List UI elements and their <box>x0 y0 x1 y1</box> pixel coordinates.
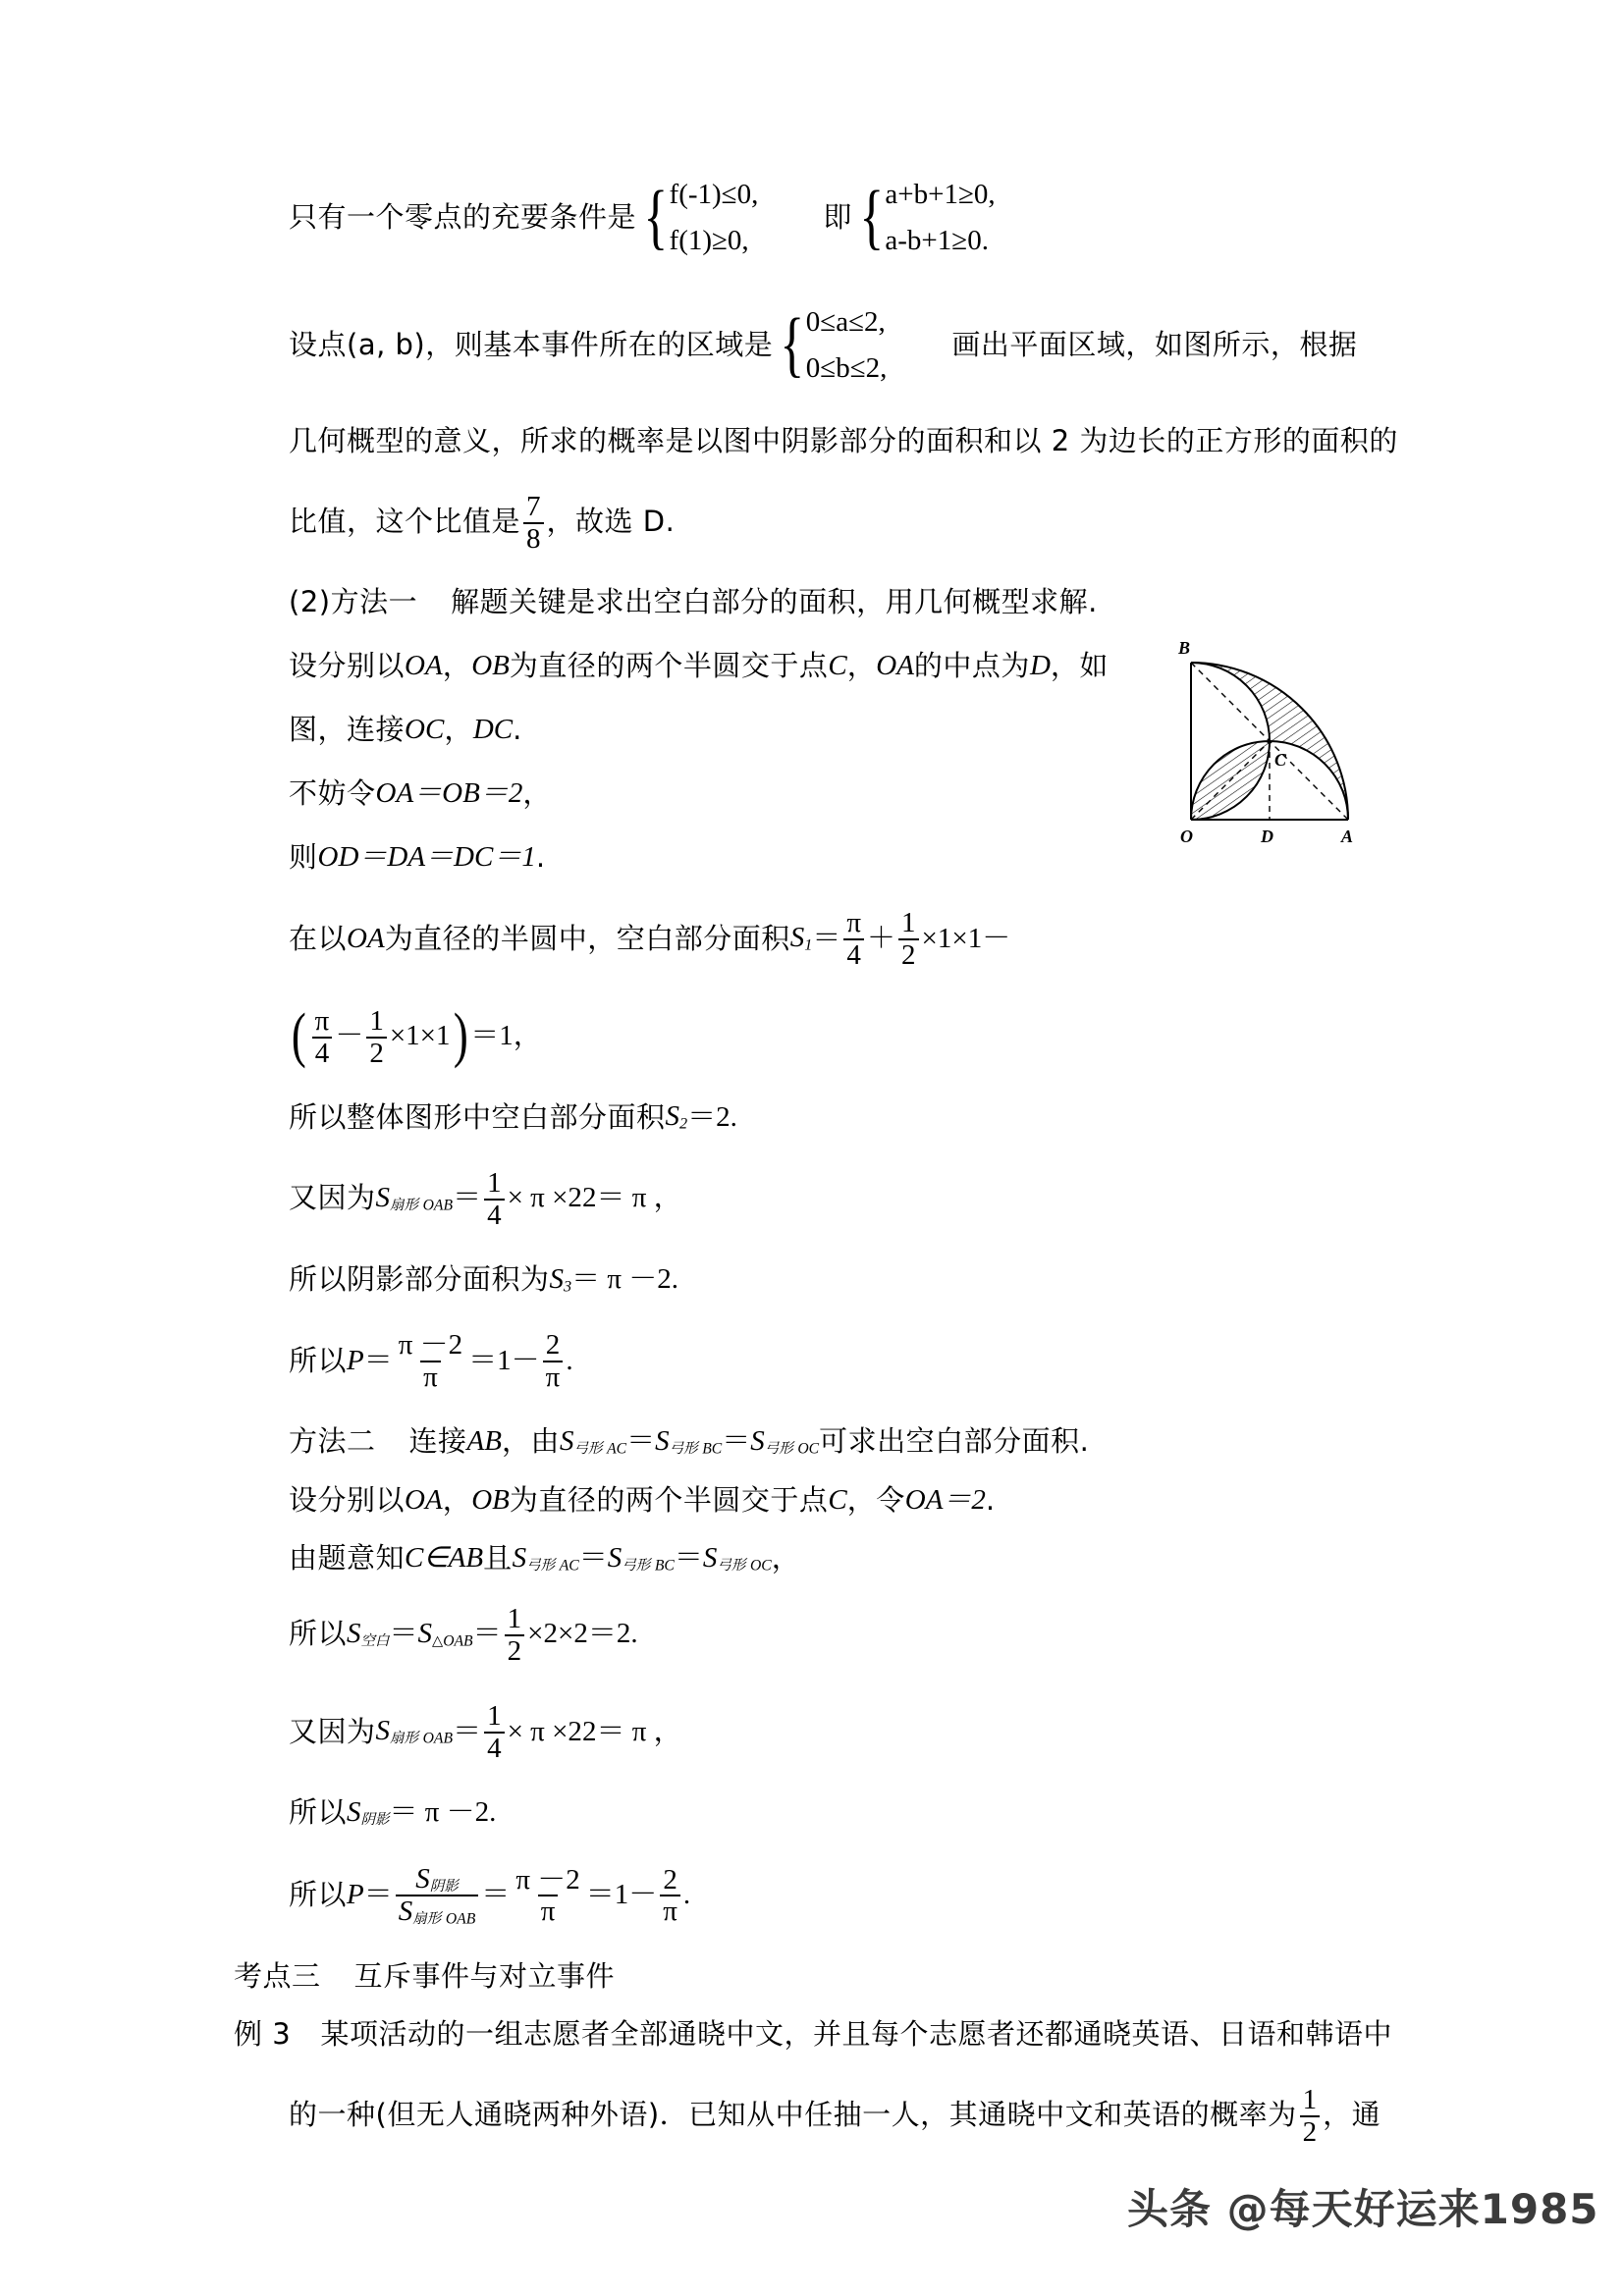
example3-line2-post: ，通 <box>1323 2098 1381 2132</box>
section-heading-kaodian3 <box>234 1959 1392 1994</box>
label-ob-2: OB <box>471 1483 510 1516</box>
label-ob: OB <box>471 650 510 682</box>
text-line-sector-area <box>234 1167 1392 1229</box>
fraction-numerator: 2 <box>545 1329 561 1362</box>
label-oc: OC <box>405 714 445 746</box>
sector-subscript-oab: OAB <box>445 1910 476 1928</box>
text-line-probability-method2 <box>234 1863 1392 1928</box>
line6-mid2: 为直径的两个半圆交于点 <box>509 649 829 683</box>
label-oa: OA <box>405 650 443 682</box>
line1-connector: 即 <box>823 200 852 235</box>
text-line-s1-equation <box>234 907 1392 972</box>
left-brace-icon: { <box>643 177 669 258</box>
text-line-probability-method1 <box>234 1329 1392 1394</box>
sector-subscript-oab: OAB <box>422 1197 454 1214</box>
line4-post: ，故选 D. <box>546 505 676 539</box>
fraction-numerator: π <box>314 1004 330 1037</box>
line10-pre: 在以 <box>289 921 348 955</box>
line7-mid: ， <box>444 713 473 747</box>
text-line-condition <box>234 172 1392 264</box>
sector-subscript-cn: 扇形 <box>390 1197 423 1213</box>
text-line-sector-area-2 <box>234 1700 1392 1765</box>
fraction-one-fourth <box>484 1701 505 1763</box>
text-line-blank-area <box>234 1603 1392 1665</box>
line15-eq1: ＝ <box>363 1344 393 1376</box>
method2-tail: 可求出空白部分面积. <box>819 1424 1090 1459</box>
method2-label: 方法二 <box>289 1424 376 1459</box>
example3-line2 <box>234 2084 1392 2146</box>
figure-label-b: B <box>1178 638 1191 658</box>
line10-eq: ＝ <box>812 922 841 954</box>
line19-eq2: ＝ <box>472 1618 502 1650</box>
line15-eq2: ＝1－ <box>468 1344 540 1376</box>
segment-subscript-cn: 弓形 <box>526 1558 560 1575</box>
text-line-s1-continued <box>234 1001 1392 1069</box>
line17-tail: . <box>985 1482 996 1517</box>
equation-oa-2: OA＝2 <box>904 1483 986 1516</box>
symbol-s1: $S_1$ <box>789 922 813 954</box>
method2-eq2: ＝ <box>722 1425 751 1458</box>
line13-pre: 又因为 <box>289 1181 376 1215</box>
symbol-s3: $S_3$ <box>549 1262 572 1296</box>
segment-subscript-ac: AC <box>607 1440 627 1458</box>
segment-subscript-cn: 弓形 <box>622 1558 655 1575</box>
line11-mid: ×1×1 <box>389 1020 451 1052</box>
fraction-one-half <box>898 908 919 970</box>
fraction-denominator: S扇形 OAB <box>396 1895 479 1928</box>
line18-eq1: ＝ <box>578 1542 608 1575</box>
line18-tail: ， <box>771 1541 801 1575</box>
equation-od-da-dc: OD＝DA＝DC＝1 <box>317 841 536 874</box>
system-f-conditions <box>638 172 758 264</box>
segment-subscript-cn: 弓形 <box>764 1441 798 1457</box>
fraction-denominator: 2 <box>505 1634 525 1667</box>
geometry-figure <box>1157 628 1402 854</box>
line13-mid: × π ×2 <box>507 1182 582 1214</box>
sector-subscript-oab: OAB <box>422 1730 454 1747</box>
text-line-method-two <box>234 1424 1392 1459</box>
text-line-segments-equal <box>234 1541 1392 1575</box>
fraction-numerator: 7 <box>526 490 541 522</box>
symbol-s-segment-oc: S弓形 OC <box>750 1424 820 1458</box>
fraction-one-half-prob <box>1300 2085 1321 2147</box>
text-line-region <box>234 299 1392 392</box>
region-row2: 0≤b≤2, <box>805 351 888 384</box>
fraction-numerator: 1 <box>507 1603 522 1634</box>
fraction-denominator: π <box>420 1361 441 1393</box>
line17-mid3: ，令 <box>846 1482 905 1517</box>
line14-pre: 所以阴影部分面积为 <box>289 1261 550 1296</box>
segment-subscript-bc: BC <box>702 1440 723 1458</box>
line6-mid3: ， <box>846 649 877 683</box>
line18-eq2: ＝ <box>674 1542 703 1575</box>
symbol-s-segment-bc-2: S弓形 BC <box>607 1541 675 1575</box>
symbol-p-2: P <box>347 1878 364 1910</box>
text-line-ratio <box>234 491 1392 553</box>
line9-tail: . <box>535 840 546 875</box>
fraction-denominator: 4 <box>843 938 864 971</box>
line6-mid1: ， <box>442 649 472 683</box>
symbol-s-sector: S扇形 OAB <box>375 1181 454 1214</box>
line6-tail: ，如 <box>1050 649 1109 683</box>
segment-subscript-oc: OC <box>797 1440 820 1458</box>
line17-mid2: 为直径的两个半圆交于点 <box>509 1482 829 1517</box>
left-brace-icon: { <box>780 304 805 386</box>
fraction-denominator: 2 <box>898 938 919 971</box>
line20-exponent: 2 <box>581 1715 597 1747</box>
segment-subscript-cn: 弓形 <box>573 1441 608 1457</box>
fraction-denominator: π <box>538 1895 559 1927</box>
fraction-numerator: π <box>846 907 861 939</box>
text-line-geometric-meaning <box>234 423 1398 457</box>
line8-pre: 不妨令 <box>289 776 376 811</box>
line22-eq1: ＝ <box>363 1878 393 1910</box>
line18-mid: 且 <box>483 1541 513 1575</box>
symbol-s-segment-ac: S弓形 AC <box>559 1424 627 1458</box>
kaodian3-label: 考点三 <box>234 1959 321 1994</box>
line7-tail: . <box>513 713 522 747</box>
example3-line2-pre: 的一种(但无人通晓两种外语)．已知从中任抽一人，其通晓中文和英语的概率为 <box>289 2098 1297 2132</box>
symbol-s-shaded: S阴影 <box>347 1795 390 1829</box>
symbol-s2: $S_2$ <box>665 1100 688 1133</box>
fraction-pi-over-4 <box>312 1006 333 1068</box>
symbol-s-blank: S空白 <box>347 1617 390 1650</box>
fraction-2-over-pi <box>543 1330 564 1392</box>
label-ab: AB <box>466 1425 502 1458</box>
fraction-pi-over-4 <box>843 908 864 970</box>
fraction-numerator: 1 <box>1302 2084 1318 2116</box>
segment-subscript-cn: 弓形 <box>669 1441 703 1457</box>
text-line-method-one <box>234 585 1392 619</box>
fraction-denominator: 4 <box>312 1037 333 1069</box>
text-line-s2-equation <box>234 1099 1392 1134</box>
example3-text: 某项活动的一组志愿者全部通晓中文，并且每个志愿者还都通晓英语、日语和韩语中 <box>320 2017 1392 2052</box>
label-oa-3: OA <box>347 922 385 954</box>
fraction-one-half <box>505 1604 525 1666</box>
label-oa-4: OA <box>405 1483 443 1516</box>
geometry-figure-svg <box>1157 628 1402 854</box>
segment-subscript-cn: 弓形 <box>717 1558 750 1575</box>
line6-mid4: 的中点为 <box>913 649 1030 683</box>
fraction-denominator: 4 <box>484 1732 505 1764</box>
line20-eq: ＝ <box>453 1715 482 1747</box>
fraction-numerator: 2 <box>663 1863 677 1896</box>
line13-exponent: 2 <box>581 1182 597 1214</box>
line4-pre: 比值，这个比值是 <box>289 505 521 539</box>
system1-row2: f(1)≥0, <box>669 224 749 256</box>
line21-tail: ＝ π －2. <box>389 1796 497 1829</box>
method2-pre: 连接 <box>408 1424 467 1459</box>
figure-label-c: C <box>1274 750 1287 770</box>
text-line-setup-method2 <box>234 1482 1392 1517</box>
system-region <box>775 299 887 392</box>
label-oa-2: OA <box>876 650 914 682</box>
system-ab-conditions <box>854 172 996 264</box>
fraction-denominator: 2 <box>366 1037 387 1069</box>
fraction-one-half <box>366 1006 387 1068</box>
fraction-pi-minus-2-over-pi <box>396 1330 465 1392</box>
segment-subscript-ac: AC <box>559 1557 579 1575</box>
line14-tail: ＝ π －2. <box>571 1262 679 1295</box>
line17-mid1: ， <box>442 1482 472 1517</box>
fraction-denominator: 8 <box>523 522 544 555</box>
figure-label-o: O <box>1180 827 1193 846</box>
region-row1: 0≤a≤2, <box>805 305 886 338</box>
line10-plus: ＋ <box>867 922 896 954</box>
method2-mid1: ，由 <box>501 1424 560 1459</box>
line11-minus: － <box>335 1020 364 1052</box>
right-paren: ) <box>453 1001 468 1069</box>
fraction-numerator: S阴影 <box>415 1862 459 1895</box>
s2-subscript: 2 <box>679 1114 688 1133</box>
fraction-numerator: 1 <box>487 1167 502 1200</box>
symbol-s-segment-bc: S弓形 BC <box>655 1424 723 1458</box>
relation-c-in-ab: C∈AB <box>405 1542 484 1575</box>
line18-pre: 由题意知 <box>289 1541 406 1575</box>
line1-lead: 只有一个零点的充要条件是 <box>289 200 637 235</box>
fraction-numerator: π －2 <box>398 1329 463 1362</box>
line19-pre: 所以 <box>289 1617 348 1651</box>
line8-tail: ， <box>522 776 552 811</box>
text-line-shaded-area-2 <box>234 1795 1392 1830</box>
line12-tail: ＝2. <box>687 1100 737 1133</box>
line15-tail: . <box>566 1344 573 1376</box>
method2-eq1: ＝ <box>626 1425 656 1458</box>
fraction-2-over-pi <box>660 1865 680 1927</box>
triangle-subscript-symbol: △ <box>432 1632 444 1649</box>
line21-pre: 所以 <box>289 1795 348 1830</box>
equation-oa-ob: OA＝OB＝2 <box>375 777 523 810</box>
line20-tail: ＝ π ， <box>596 1715 682 1747</box>
fraction-pi-minus-2-over-pi <box>513 1865 582 1927</box>
sector-subscript-cn: 扇形 <box>390 1731 423 1747</box>
fraction-denominator: 2 <box>1300 2115 1321 2148</box>
s1-subscript: 1 <box>804 935 813 954</box>
line3-text: 几何概型的意义，所求的概率是以图中阴影部分的面积和以 2 为边长的正方形的面积的 <box>289 423 1398 457</box>
line22-tail: . <box>682 1878 691 1910</box>
fraction-seven-eighths <box>523 492 544 554</box>
blank-subscript: 空白 <box>360 1633 390 1650</box>
line22-eq3: ＝1－ <box>585 1878 658 1910</box>
symbol-s-triangle: S△OAB <box>417 1617 473 1650</box>
kaodian3-title: 互斥事件与对立事件 <box>353 1959 616 1994</box>
symbol-s-segment-oc-2: S弓形 OC <box>702 1541 772 1575</box>
line13-tail: ＝ π ， <box>596 1182 682 1214</box>
line22-eq2: ＝ <box>481 1878 511 1910</box>
line11-tail: ＝1， <box>470 1020 542 1052</box>
system2-row1: a+b+1≥0, <box>885 179 996 210</box>
sector-subscript-cn: 扇形 <box>412 1911 446 1928</box>
line2-lead: 设点(a, b)，则基本事件所在的区域是 <box>289 328 774 362</box>
fraction-numerator: 1 <box>369 1004 384 1037</box>
fraction-numerator: 1 <box>901 907 916 939</box>
system1-row1: f(-1)≤0, <box>669 179 759 210</box>
symbol-s-segment-ac-2: S弓形 AC <box>512 1541 579 1575</box>
fraction-denominator: π <box>543 1361 564 1393</box>
line20-mid: × π ×2 <box>507 1715 582 1747</box>
line13-eq: ＝ <box>453 1182 482 1214</box>
figure-label-d: D <box>1261 827 1273 846</box>
symbol-s-sector-2: S扇形 OAB <box>375 1715 454 1747</box>
line9-pre: 则 <box>289 840 318 875</box>
line12-pre: 所以整体图形中空白部分面积 <box>289 1099 666 1134</box>
system2-row2: a-b+1≥0. <box>885 224 989 256</box>
segment-subscript-oc: OC <box>749 1557 772 1575</box>
fraction-denominator: π <box>660 1895 680 1927</box>
example-heading-3 <box>234 2017 1392 2052</box>
line17-pre: 设分别以 <box>289 1482 406 1517</box>
line19-eq1: ＝ <box>389 1618 418 1650</box>
s3-subscript: 3 <box>564 1277 572 1296</box>
line19-tail: ×2×2＝2. <box>527 1618 638 1650</box>
label-c-2: C <box>828 1483 847 1516</box>
shaded-subscript: 阴影 <box>360 1812 390 1829</box>
line20-pre: 又因为 <box>289 1714 376 1748</box>
fraction-one-fourth <box>484 1168 505 1230</box>
shaded-subscript: 阴影 <box>429 1878 459 1895</box>
method1-label: (2)方法一 <box>289 585 418 619</box>
label-d: D <box>1029 650 1051 682</box>
fraction-shaded-over-sector <box>396 1864 479 1929</box>
figure-label-a: A <box>1341 827 1354 846</box>
segment-subscript-bc: BC <box>654 1557 675 1575</box>
line6-pre: 设分别以 <box>289 649 406 683</box>
line7-pre: 图，连接 <box>289 713 406 747</box>
line22-pre: 所以 <box>289 1877 348 1911</box>
fraction-numerator: π －2 <box>515 1863 580 1896</box>
method1-text: 解题关键是求出空白部分的面积，用几何概型求解. <box>451 585 1098 619</box>
watermark: 头条 @每天好运来1985 <box>1127 2185 1599 2233</box>
left-paren: ( <box>291 1001 306 1069</box>
label-c: C <box>828 650 847 682</box>
fraction-numerator: 1 <box>487 1700 502 1733</box>
text-line-s3-shaded <box>234 1261 1392 1296</box>
triangle-subscript-oab: OAB <box>443 1632 473 1650</box>
line2-tail: 画出平面区域，如图所示，根据 <box>951 328 1358 362</box>
left-brace-icon: { <box>859 177 885 258</box>
fraction-denominator: 4 <box>484 1199 505 1231</box>
label-dc: DC <box>472 714 514 746</box>
line10-mid: 为直径的半圆中，空白部分面积 <box>384 921 790 955</box>
symbol-p: P <box>347 1344 364 1376</box>
example3-label: 例 3 <box>234 2017 292 2052</box>
line10-tail: ×1×1－ <box>921 922 1011 954</box>
document-body <box>234 172 1398 2182</box>
line15-pre: 所以 <box>289 1343 348 1377</box>
